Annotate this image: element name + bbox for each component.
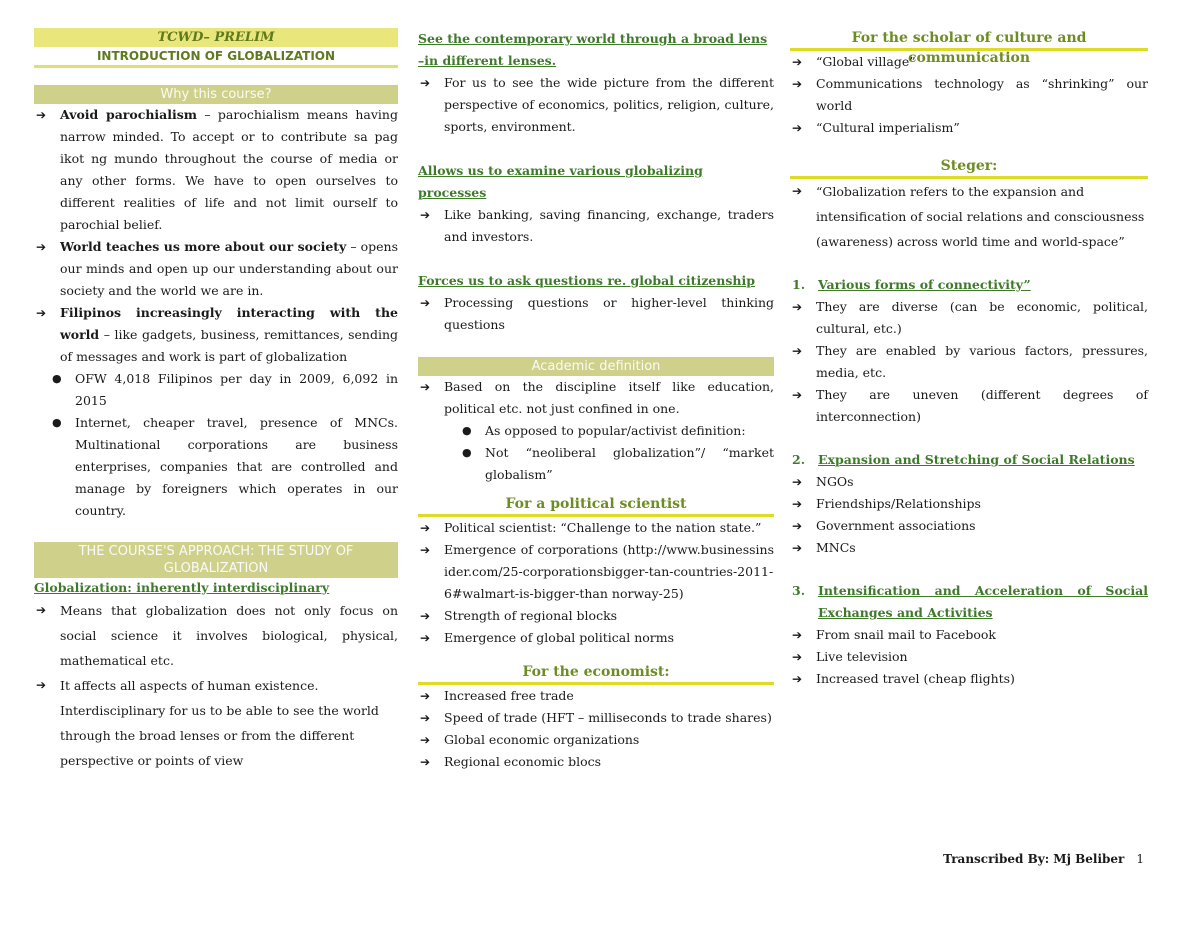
right-arrow-icon: ➔ <box>792 344 803 358</box>
right-arrow-icon: ➔ <box>420 689 431 703</box>
approach-link-heading: Globalization: inherently interdisciplinary <box>34 580 330 595</box>
document-title: INTRODUCTION OF GLOBALIZATION <box>34 47 398 68</box>
steger-list <box>790 179 1148 254</box>
economist-list <box>418 685 774 773</box>
list-item: ➔ Government associations <box>790 515 1148 537</box>
right-arrow-icon: ➔ <box>792 300 803 314</box>
lens-heading: See the contemporary world through a broad lens –in different lenses. <box>418 31 768 68</box>
right-arrow-icon: ➔ <box>792 77 803 91</box>
numbered-heading-3: 3. Intensification and Acceleration of Social Exchanges and Activities <box>792 583 1148 620</box>
list-item: ➔ Based on the discipline itself like education, political etc. not just confined in one. <box>418 376 774 420</box>
right-arrow-icon: ➔ <box>792 475 803 489</box>
list-item: ➔ Regional economic blocs <box>418 751 774 773</box>
bullet-icon: ● <box>462 446 472 459</box>
list-item: ➔ World teaches us more about our society – opens our minds and open up our understanding about our society and the world we are in. <box>34 236 398 302</box>
section-header-steger: Steger: <box>790 156 1148 179</box>
numbered-heading-1: 1. Various forms of connectivity” <box>792 277 1031 292</box>
right-arrow-icon: ➔ <box>792 650 803 664</box>
why-sublist <box>48 368 398 522</box>
right-arrow-icon: ➔ <box>792 388 803 402</box>
right-arrow-icon: ➔ <box>420 755 431 769</box>
right-arrow-icon: ➔ <box>36 306 47 320</box>
section-header-culture: For the scholar of culture and communication <box>790 28 1148 51</box>
bullet-icon: ● <box>462 424 472 437</box>
right-arrow-icon: ➔ <box>420 380 431 394</box>
right-arrow-icon: ➔ <box>792 55 803 69</box>
right-arrow-icon: ➔ <box>420 521 431 535</box>
right-arrow-icon: ➔ <box>36 108 47 122</box>
list-item: ➔ For us to see the wide picture from the different perspective of economics, politics, religion, culture, sports, environment. <box>418 72 774 138</box>
list-item: ● As opposed to popular/activist definition: <box>458 420 774 442</box>
list-item: ➔ Filipinos increasingly interacting with the world – like gadgets, business, remittances, sending of messages and work is part of globalization <box>34 302 398 368</box>
list-item: ➔ MNCs <box>790 537 1148 559</box>
section-header-political: For a political scientist <box>418 494 774 517</box>
list-item: ➔ They are uneven (different degrees of interconnection) <box>790 384 1148 428</box>
right-arrow-icon: ➔ <box>420 296 431 310</box>
column-middle <box>418 28 774 773</box>
list-item: ➔ Speed of trade (HFT – milliseconds to trade shares) <box>418 707 774 729</box>
list-item: ➔ Avoid parochialism – parochialism means having narrow minded. To accept or to contribute sa pag ikot ng mundo throughout the course of media or any other forms. We have to open ourselves to different realities of life and not limit ourself to parochial belief. <box>34 104 398 236</box>
right-arrow-icon: ➔ <box>792 121 803 135</box>
intensification-list <box>790 624 1148 690</box>
transcriber-credit: Transcribed By: Mj Beliber <box>943 852 1125 866</box>
list-item: ➔ Political scientist: “Challenge to the nation state.” <box>418 517 774 539</box>
list-item: ➔ From snail mail to Facebook <box>790 624 1148 646</box>
bullet-icon: ● <box>52 372 62 385</box>
list-item: ➔ Strength of regional blocks <box>418 605 774 627</box>
citizenship-list <box>418 292 774 336</box>
list-item: ➔ “Global village” <box>790 51 1148 73</box>
list-item: ➔ It affects all aspects of human existence. Interdisciplinary for us to be able to see the world through the broad lenses or from the different perspective or points of view <box>34 673 398 773</box>
right-arrow-icon: ➔ <box>420 208 431 222</box>
right-arrow-icon: ➔ <box>420 733 431 747</box>
page-number: 1 <box>1136 852 1144 866</box>
list-item: ➔ “Cultural imperialism” <box>790 117 1148 139</box>
right-arrow-icon: ➔ <box>792 497 803 511</box>
bullet-icon: ● <box>52 416 62 429</box>
right-arrow-icon: ➔ <box>420 631 431 645</box>
list-item: ● OFW 4,018 Filipinos per day in 2009, 6,092 in 2015 <box>48 368 398 412</box>
right-arrow-icon: ➔ <box>420 76 431 90</box>
right-arrow-icon: ➔ <box>36 240 47 254</box>
column-left <box>34 28 398 773</box>
list-item: ➔ They are enabled by various factors, pressures, media, etc. <box>790 340 1148 384</box>
academic-sublist <box>458 420 774 486</box>
right-arrow-icon: ➔ <box>420 543 431 557</box>
list-item: ➔ NGOs <box>790 471 1148 493</box>
right-arrow-icon: ➔ <box>420 609 431 623</box>
list-item: ➔ Increased free trade <box>418 685 774 707</box>
right-arrow-icon: ➔ <box>420 711 431 725</box>
relations-list <box>790 471 1148 559</box>
section-header-academic: Academic definition <box>418 357 774 376</box>
list-item: ➔ Communications technology as “shrinking” our world <box>790 73 1148 117</box>
list-item: ➔ Emergence of corporations (http://www.businessinsider.com/25-corporationsbigger-tan-countries-2011-6#walmart-is-bigger-than norway-25) <box>418 539 774 605</box>
right-arrow-icon: ➔ <box>36 603 47 617</box>
right-arrow-icon: ➔ <box>792 184 803 198</box>
section-header-economist: For the economist: <box>418 662 774 685</box>
list-item: ➔ Means that globalization does not only focus on social science it involves biological, physical, mathematical etc. <box>34 598 398 673</box>
right-arrow-icon: ➔ <box>792 541 803 555</box>
list-item: ➔ “Globalization refers to the expansion and intensification of social relations and consciousness (awareness) across world time and world-space” <box>790 179 1148 254</box>
right-arrow-icon: ➔ <box>792 519 803 533</box>
document-course-title: TCWD– PRELIM <box>34 28 398 47</box>
process-heading: Allows us to examine various globalizing processes <box>418 163 703 200</box>
list-item: ➔ Like banking, saving financing, exchange, traders and investors. <box>418 204 774 248</box>
list-item: ➔ Increased travel (cheap flights) <box>790 668 1148 690</box>
academic-list <box>418 376 774 420</box>
political-list <box>418 517 774 649</box>
section-header-approach: THE COURSE'S APPROACH: THE STUDY OF GLOBALIZATION <box>34 542 398 578</box>
list-item: ● Not “neoliberal globalization”/ “market globalism” <box>458 442 774 486</box>
list-item: ➔ Global economic organizations <box>418 729 774 751</box>
right-arrow-icon: ➔ <box>36 678 47 692</box>
list-item: ➔ Friendships/Relationships <box>790 493 1148 515</box>
list-item: ➔ Emergence of global political norms <box>418 627 774 649</box>
culture-list <box>790 51 1148 139</box>
citizenship-heading: Forces us to ask questions re. global citizenship <box>418 273 755 288</box>
list-item: ➔ Live television <box>790 646 1148 668</box>
connectivity-list <box>790 296 1148 428</box>
approach-list <box>34 598 398 773</box>
numbered-heading-2: 2. Expansion and Stretching of Social Relations <box>792 452 1135 467</box>
right-arrow-icon: ➔ <box>792 628 803 642</box>
why-list <box>34 104 398 368</box>
list-item: ● Internet, cheaper travel, presence of MNCs. Multinational corporations are business enterprises, companies that are controlled and manage by foreigners which operates in our country. <box>48 412 398 522</box>
list-item: ➔ Processing questions or higher-level thinking questions <box>418 292 774 336</box>
column-right <box>790 28 1148 690</box>
process-list <box>418 204 774 248</box>
section-header-why: Why this course? <box>34 85 398 104</box>
lens-list <box>418 72 774 138</box>
page-footer <box>943 852 1144 866</box>
list-item: ➔ They are diverse (can be economic, political, cultural, etc.) <box>790 296 1148 340</box>
right-arrow-icon: ➔ <box>792 672 803 686</box>
